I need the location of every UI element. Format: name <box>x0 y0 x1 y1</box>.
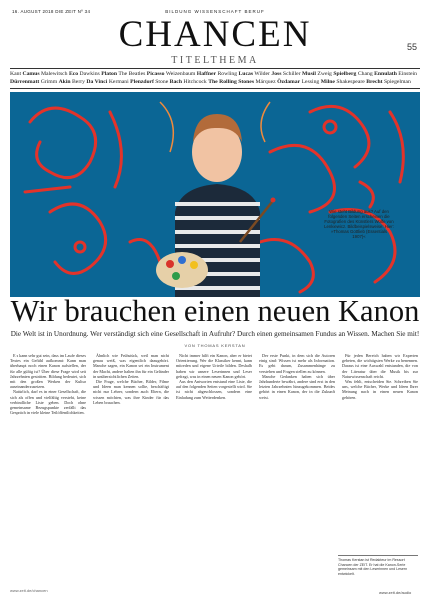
name-entry: Rowling <box>217 71 238 77</box>
masthead <box>0 16 430 54</box>
paragraph: Was fehlt, entscheiden Sie. Schreiben Sie uns, welche Bücher, Werke und Ideen Ihrer Meinung nach in einen neuen Kanon gehören. <box>342 379 418 400</box>
headline: Wir brauchen einen neuen Kanon <box>10 294 420 328</box>
paragraph: Nicht immer hilft ein Kanon, aber er bietet Orientierung. Wer die Klassiker kennt, kann mitreden und eigene Urteile bilden. Deshalb haben wir unsere Leserinnen und Leser gefragt, was in einen neuen Kanon gehört. <box>176 353 252 379</box>
names-line-1 <box>10 70 420 78</box>
column-1 <box>10 353 86 575</box>
column-2 <box>93 353 169 575</box>
name-entry: Eco <box>68 71 79 77</box>
name-entry: Dürrenmatt <box>10 79 40 86</box>
page-number: 55 <box>406 42 417 52</box>
name-entry: Schiller <box>282 71 301 77</box>
author-info-box <box>338 555 418 576</box>
name-entry: Stone <box>155 79 169 86</box>
name-entry: Brecht <box>366 79 383 86</box>
painted-portrait-illustration <box>10 92 420 297</box>
footer-url[interactable]: www.zeit.de/chancen <box>10 588 48 593</box>
name-entry: Camus <box>22 71 40 77</box>
names-strip <box>10 70 420 86</box>
column-5 <box>342 353 418 551</box>
photo-caption: Wie steht Bildung aus? Auf den folgenden Seiten erscheinen die Fotografien des Künstlers Wolfe von Lenkiewicz. Bildbeispielsweise: Hier: »Thomas Gottlieb (Essentials 1907)« <box>324 209 394 240</box>
name-entry: Platon <box>101 71 118 77</box>
name-entry: Picasso <box>146 71 165 77</box>
sections-line: BILDUNG WISSENSCHAFT BERUF <box>165 9 265 14</box>
masthead-title: CHANCEN <box>118 14 312 55</box>
footer-web-link[interactable]: www.zeit.de/audio <box>379 590 412 595</box>
name-entry: Wilder <box>254 71 270 77</box>
column-4 <box>259 353 335 575</box>
name-entry: Malewitsch <box>40 71 68 77</box>
names-line-2 <box>10 78 420 86</box>
info-divider <box>338 555 418 556</box>
paragraph: Natürlich, darf es in einer Gesellschaft, die sich als offen und vielfältig versteht, keine verbindliche Liste geben. Doch ohne gemeinsame Bezugspunkte zerfällt das Gespräch in viele kleine Teilöffentlichkeiten. <box>10 389 86 416</box>
name-entry: Bach <box>169 79 182 86</box>
name-entry: Spiegelman <box>383 79 411 86</box>
name-entry: Da Vinci <box>86 79 108 86</box>
date-line: 16. AUGUST 2018 DIE ZEIT Nº 34 <box>12 9 91 14</box>
name-entry: Chang <box>357 71 373 77</box>
name-entry: Hitchcock <box>183 79 207 86</box>
name-entry: Ennulath <box>374 71 397 77</box>
deck: Die Welt ist in Unordnung. Wer verständigt sich eine Gesellschaft in Aufruhr? Durch einen gemeinsamen Fundus an Wissen. Machen Sie mit! <box>10 330 420 338</box>
name-entry: Zweig <box>317 71 332 77</box>
paragraph: Für jeden Bereich haben wir Experten gebeten, die wichtigsten Werke zu benennen. Daraus ist eine Auswahl entstanden, die von der Literatur über die Musik bis zur Naturwissenschaft reicht. <box>342 353 418 379</box>
column-3 <box>176 353 252 575</box>
name-entry: Akin <box>58 79 71 86</box>
name-entry: Özdamar <box>277 79 301 86</box>
name-entry: Milne <box>320 79 335 86</box>
paragraph: E s kann sehr gut sein, dass im Laufe dieses Textes ein Gefühl aufkommt: Kann man überhaupt noch einen Kanon aufstellen, der für alle gültig ist? Über diese Frage wird seit Jahrzehnten gestritten. Bildung bedeutet, sich mit den großen Werken der Kultur auseinanderzusetzen. <box>10 353 86 390</box>
name-entry: Dawkins <box>79 71 100 77</box>
name-entry: Márquez <box>255 79 276 86</box>
author-info-text: Thomas Kerstan ist Redakteur im Ressort Chancen der ZEIT. Er hat die Kanon-Serie gemeinsam mit den Leserinnen und Lesern entwickelt. <box>338 558 408 576</box>
name-entry: Einstein <box>398 71 417 77</box>
paragraph: Die Frage, welche Bücher, Bilder, Filme und Ideen man kennen sollte, beschäftigt nicht nur Lehrer, sondern auch Eltern, die wissen möchten, was ihre Kinder für das Leben brauchen. <box>93 379 169 405</box>
byline: VON THOMAS KERSTAN <box>184 343 246 348</box>
name-entry: Berry <box>72 79 85 86</box>
name-entry: Lessing <box>301 79 320 86</box>
paragraph: Ähnlich wie Frühstück, weil man nicht genau weiß, was eigentlich dazugehört. Manche sagen, ein Kanon sei ein Instrument der Macht, andere halten ihn für ein Geländer in unübersichtlichen Zeiten. <box>93 353 169 379</box>
article-body <box>10 353 420 575</box>
paragraph: Der erste Punkt, in dem sich die Autoren einig sind: Wissen ist mehr als Information. Es geht darum, Zusammenhänge zu verstehen und Fragen stellen zu können. <box>259 353 335 374</box>
name-entry: Haffner <box>196 71 217 77</box>
section-subtitle: TITELTHEMA <box>171 55 259 66</box>
name-entry: The Beatles <box>118 71 146 77</box>
bottom-rule <box>10 88 420 89</box>
name-entry: Lucas <box>238 71 254 77</box>
name-entry: Kermani <box>108 79 129 86</box>
name-entry: Shakespeare <box>336 79 365 86</box>
name-entry: Weizenbaum <box>165 71 196 77</box>
name-entry: Grimm <box>40 79 58 86</box>
paragraph: Aus den Antworten entstand eine Liste, die auf den folgenden Seiten vorgestellt wird. Sie ist nicht abgeschlossen, sondern eine Einladung zum Weiterdenken. <box>176 379 252 400</box>
name-entry: Kant <box>10 71 22 77</box>
name-entry: Musil <box>302 71 316 77</box>
name-entry: The Rolling Stones <box>208 79 255 86</box>
hero-photo <box>10 92 420 297</box>
name-entry: Spielberg <box>333 71 357 77</box>
top-rule <box>10 68 420 69</box>
name-entry: Joss <box>271 71 282 77</box>
paragraph: Manche Gedanken haben sich über Jahrhunderte bewährt, andere sind erst in den letzten Jahrzehnten hinzugekommen. Beides gehört in einen Kanon, der in die Zukunft weist. <box>259 373 335 400</box>
name-entry: Plenzdorf <box>130 79 154 86</box>
